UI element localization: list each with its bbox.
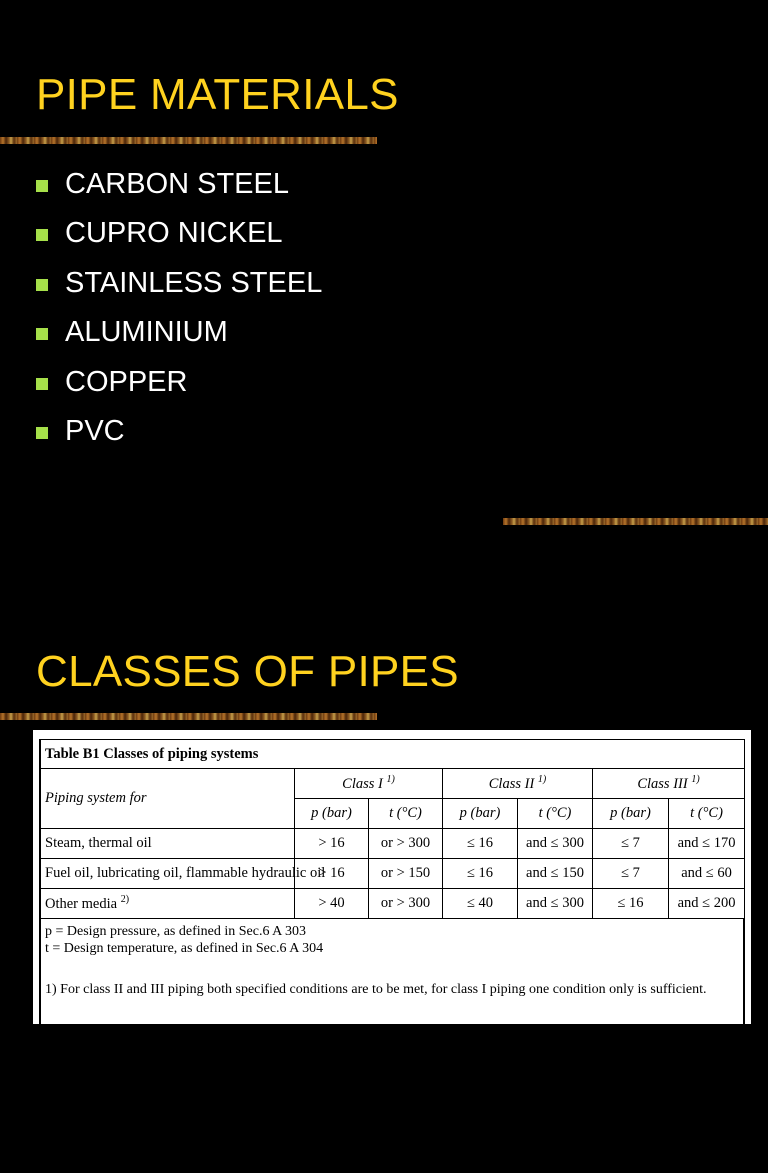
pipe-materials-list bbox=[36, 168, 322, 464]
classes-table-frame bbox=[39, 739, 745, 1173]
cell-class2-t: and ≤ 300 bbox=[518, 889, 593, 919]
cell-class2-t: and ≤ 300 bbox=[518, 829, 593, 859]
list-item bbox=[36, 168, 322, 217]
list-item-label: CARBON STEEL bbox=[65, 168, 289, 200]
list-item-label: ALUMINIUM bbox=[65, 316, 228, 349]
list-item bbox=[36, 267, 322, 316]
cell-class3-t: and ≤ 200 bbox=[669, 889, 745, 919]
header-t: t (°C) bbox=[669, 799, 745, 829]
cell-class1-t: or > 300 bbox=[369, 829, 443, 859]
divider-bar bbox=[503, 518, 768, 525]
cell-class2-t: and ≤ 150 bbox=[518, 859, 593, 889]
section-title-classes-of-pipes: CLASSES OF PIPES bbox=[36, 647, 459, 696]
list-item bbox=[36, 415, 322, 464]
header-p: p (bar) bbox=[593, 799, 669, 829]
note-temperature: t = Design temperature, as defined in Sec.6 A 304 bbox=[45, 941, 324, 956]
bullet-square-icon bbox=[36, 427, 48, 439]
bullet-square-icon bbox=[36, 328, 48, 340]
header-t: t (°C) bbox=[518, 799, 593, 829]
cell-class2-p: ≤ 16 bbox=[443, 829, 518, 859]
list-item-label: PVC bbox=[65, 414, 125, 447]
cell-class1-p: > 40 bbox=[295, 889, 369, 919]
header-p: p (bar) bbox=[443, 799, 518, 829]
section-title-pipe-materials: PIPE MATERIALS bbox=[36, 70, 399, 119]
bullet-square-icon bbox=[36, 229, 48, 241]
table-notes bbox=[40, 919, 744, 1173]
cell-class3-p: ≤ 7 bbox=[593, 829, 669, 859]
note-pressure: p = Design pressure, as defined in Sec.6 A 303 bbox=[45, 924, 307, 939]
row-system: Fuel oil, lubricating oil, flammable hydraulic oil bbox=[41, 859, 295, 889]
title-underline-bar bbox=[0, 137, 377, 144]
cell-class1-p: > 16 bbox=[295, 859, 369, 889]
piping-classes-table bbox=[40, 740, 745, 919]
cell-class3-p: ≤ 7 bbox=[593, 859, 669, 889]
cell-class1-t: or > 300 bbox=[369, 889, 443, 919]
cell-class1-p: > 16 bbox=[295, 829, 369, 859]
list-item bbox=[36, 316, 322, 365]
row-system: Other media $^{2)}$ bbox=[41, 889, 295, 919]
header-t: t (°C) bbox=[369, 799, 443, 829]
classes-table-panel bbox=[33, 730, 751, 1024]
table-header-row bbox=[41, 769, 745, 799]
bullet-square-icon bbox=[36, 378, 48, 390]
bullet-square-icon bbox=[36, 180, 48, 192]
table-row bbox=[41, 889, 745, 919]
cell-class3-p: ≤ 16 bbox=[593, 889, 669, 919]
cell-class2-p: ≤ 16 bbox=[443, 859, 518, 889]
list-item-label: COPPER bbox=[65, 365, 188, 398]
bullet-square-icon bbox=[36, 279, 48, 291]
list-item-label: STAINLESS STEEL bbox=[65, 266, 323, 299]
table-caption: Table B1 Classes of piping systems bbox=[41, 740, 745, 769]
header-class-1: Class I $^{1)}$ bbox=[295, 769, 443, 799]
header-class-2: Class II $^{1)}$ bbox=[443, 769, 593, 799]
table-row bbox=[41, 859, 745, 889]
header-system: Piping system for bbox=[41, 769, 295, 829]
table-row bbox=[41, 829, 745, 859]
title-underline-bar bbox=[0, 713, 377, 720]
row-system: Steam, thermal oil bbox=[41, 829, 295, 859]
cell-class3-t: and ≤ 60 bbox=[669, 859, 745, 889]
cell-class1-t: or > 150 bbox=[369, 859, 443, 889]
table-footnote: 1) For class II and III piping both specified conditions are to be met, for class I piping one condition only is sufficient. bbox=[45, 982, 707, 997]
list-item-label: CUPRO NICKEL bbox=[65, 217, 283, 250]
header-class-3: Class III $^{1)}$ bbox=[593, 769, 745, 799]
cell-class2-p: ≤ 40 bbox=[443, 889, 518, 919]
list-item bbox=[36, 217, 322, 266]
cell-class3-t: and ≤ 170 bbox=[669, 829, 745, 859]
header-p: p (bar) bbox=[295, 799, 369, 829]
list-item bbox=[36, 366, 322, 415]
table-caption-row bbox=[41, 740, 745, 769]
